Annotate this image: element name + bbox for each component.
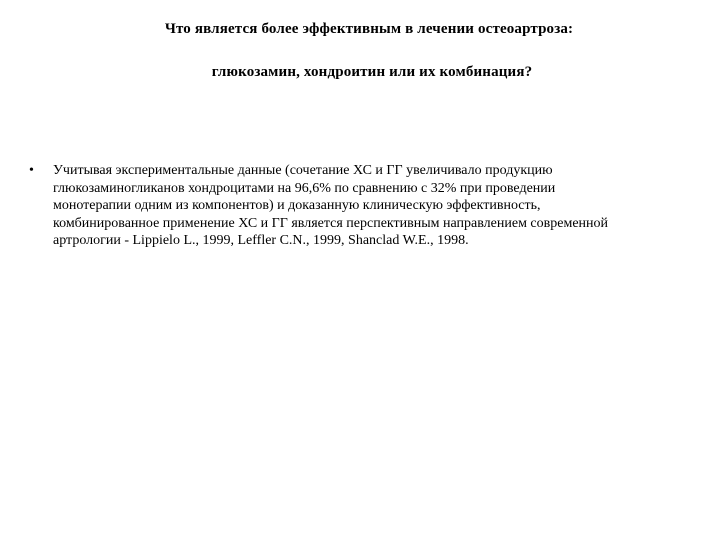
slide-title-line-2: глюкозамин, хондроитин или их комбинация? (211, 64, 533, 80)
bullet-text-line: Учитывая экспериментальные данные (сочетание ХС и ГГ увеличивало продукцию (53, 163, 553, 178)
bullet-text-line: глюкозаминогликанов хондроцитами на 96,6% по сравнению с 32% при проведении (53, 180, 556, 196)
slide-title-line-1: Что является более эффективным в лечении остеоартроза: (164, 21, 574, 37)
bullet-text-line: монотерапии одним из компонентов) и доказанную клиническую эффективность, (53, 198, 541, 213)
bullet-text (53, 162, 698, 250)
bullet-icon: • (29, 163, 34, 178)
bullet-text-line: комбинированное применение ХС и ГГ является перспективным направлением современной (53, 215, 609, 231)
bullet-text-line: артрологии - Lippielo L., 1999, Leffler C.N., 1999, Shanclad W.E., 1998. (53, 233, 469, 248)
